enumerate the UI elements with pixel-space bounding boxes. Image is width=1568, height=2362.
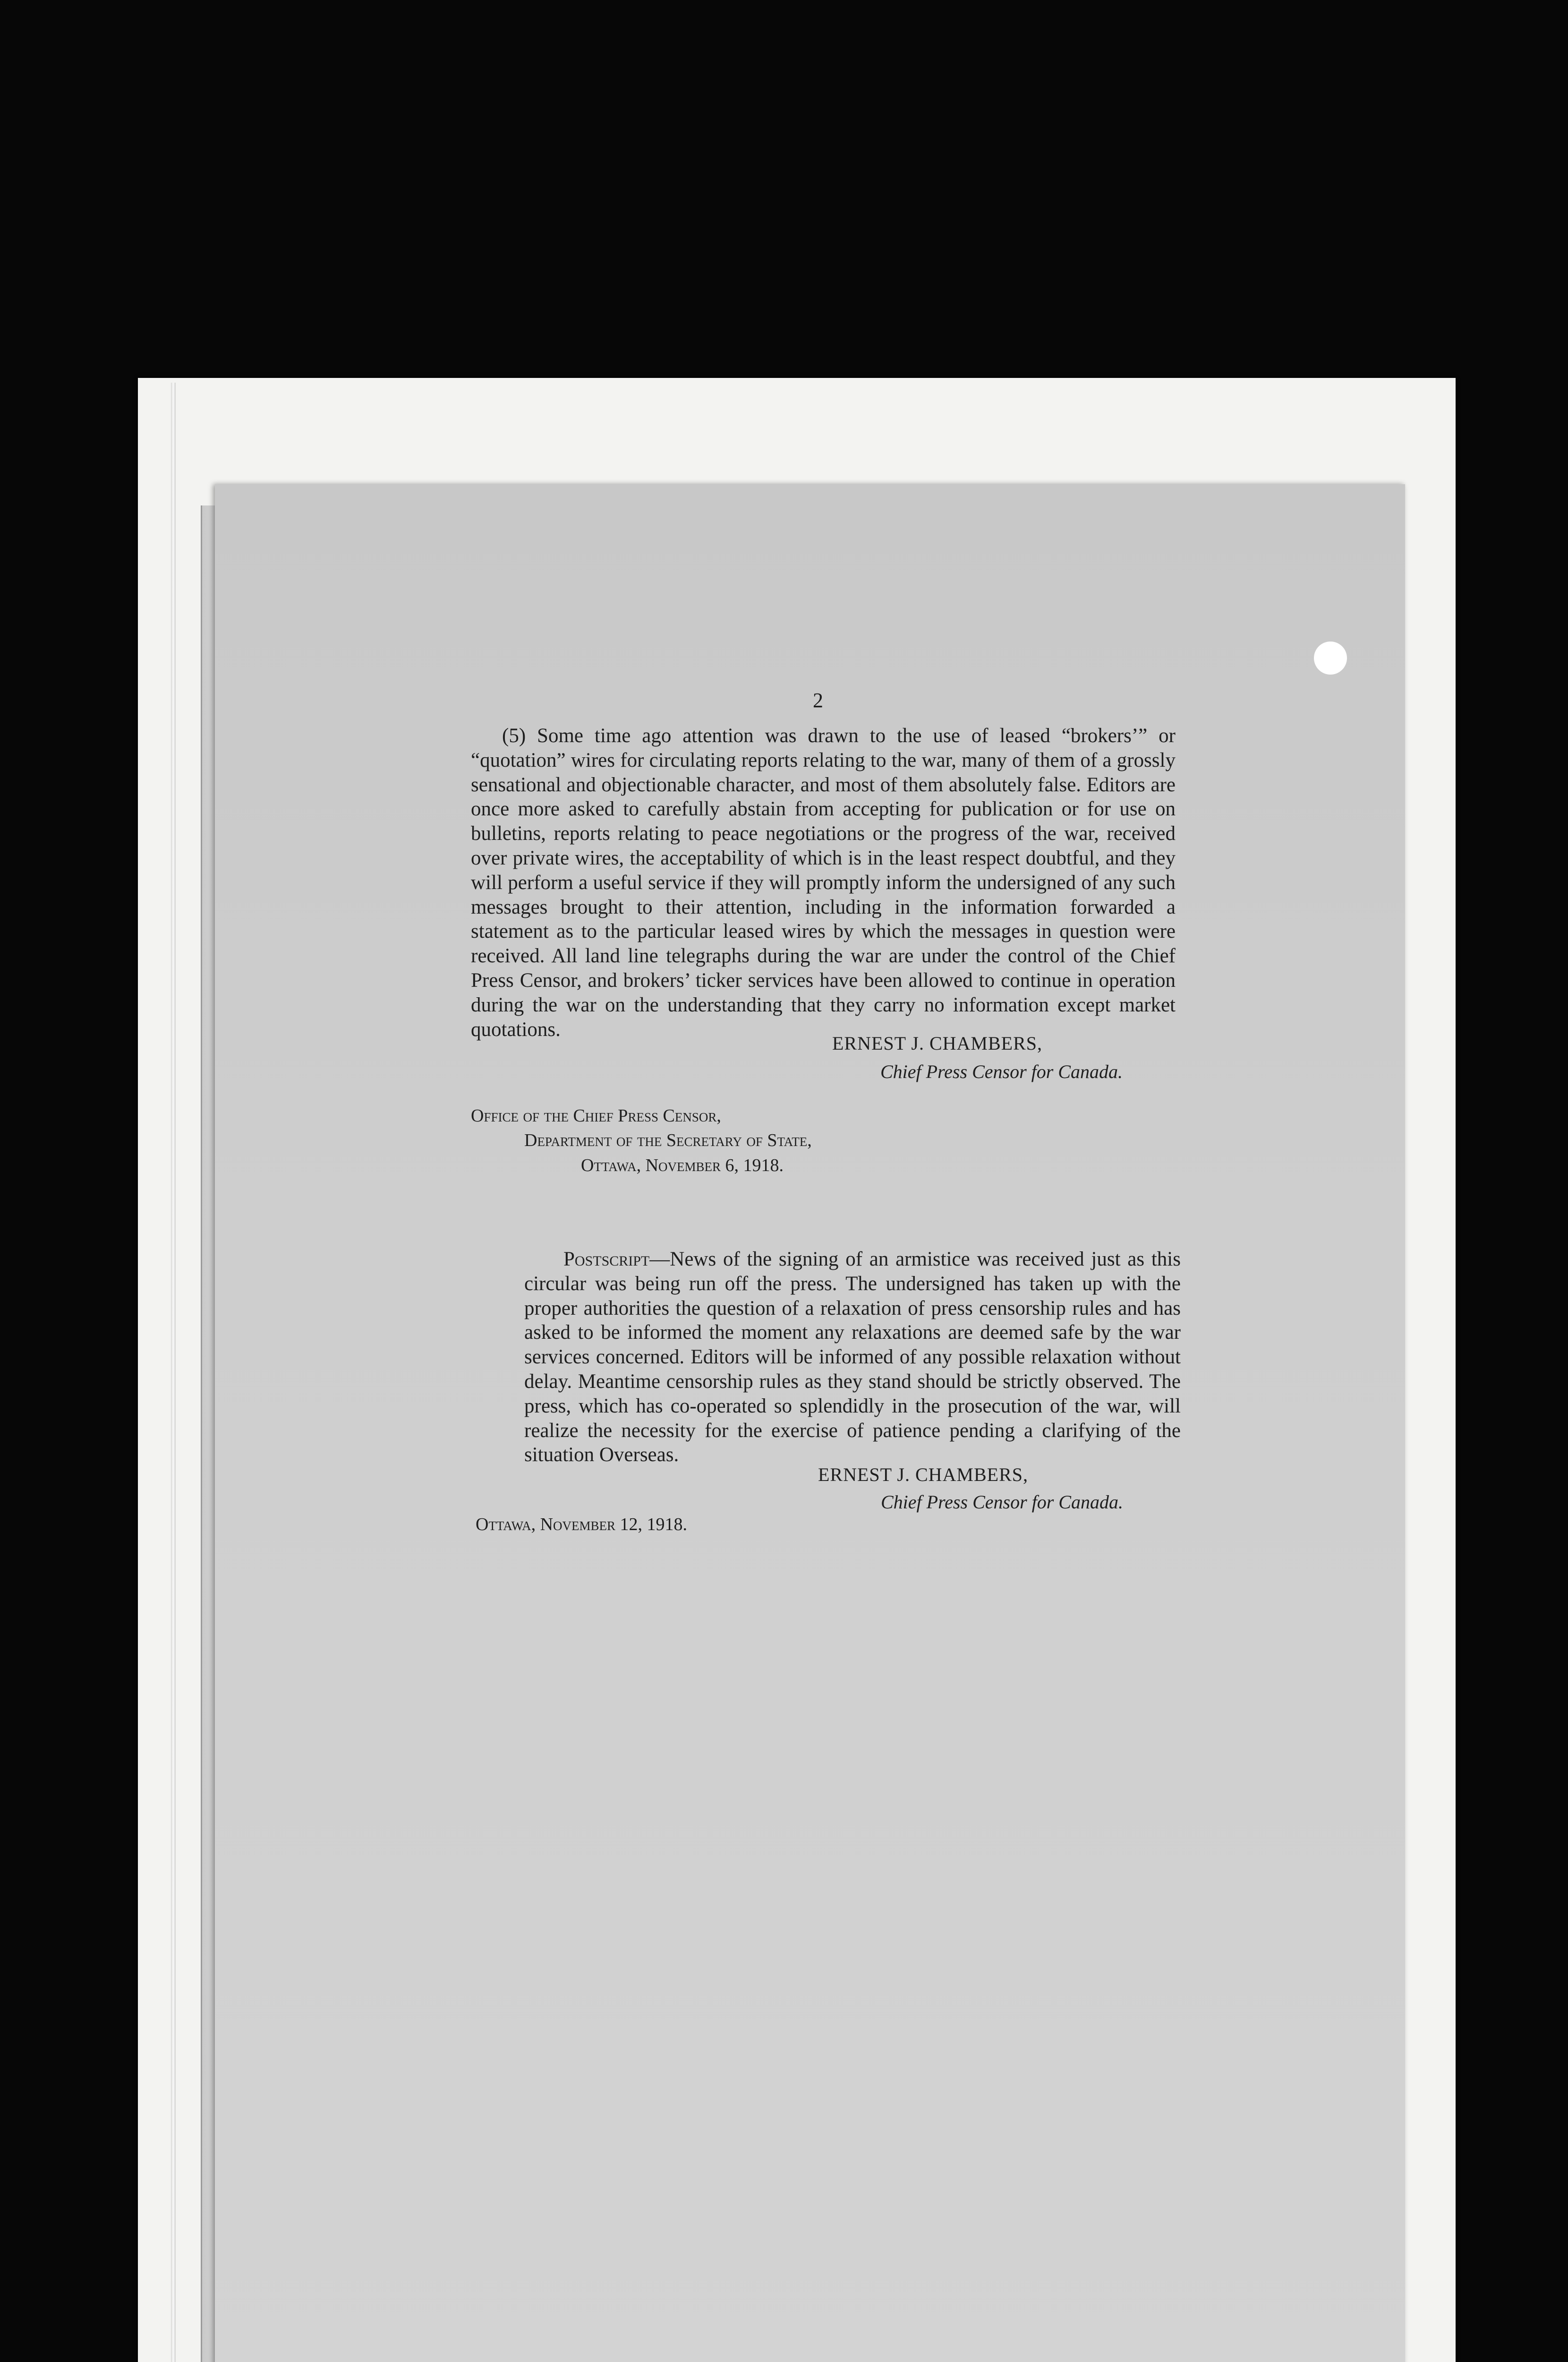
page-number: 2 bbox=[813, 689, 823, 712]
signature-1-title: Chief Press Censor for Canada. bbox=[880, 1061, 1123, 1082]
signature-2-title: Chief Press Censor for Canada. bbox=[881, 1491, 1123, 1513]
postscript-paragraph bbox=[524, 1247, 1181, 1467]
paragraph-5: (5) Some time ago attention was drawn to the use of leased “brokers’” or “quotation” wires for circulating reports relating to the war, many of them of a grossly sensational and objectionable character, and most of them absolutely false. Editors are once more asked to carefully abstain from accepting for publication or for use on bulletins, reports relating to peace negotiations or the progress of the war, received over private wires, the acceptability of which is in the least respect doubtful, and they will perform a useful service if they will promptly inform the undersigned of any such messages brought to their attention, including in the information forwarded a statement as to the particular leased wires by which the messages in question were received. All land line telegraphs during the war are under the control of the Chief Press Censor, and brokers’ ticker services have been allowed to continue in operation during the war on the understanding that they carry no information except market quotations. bbox=[471, 725, 1176, 1041]
signature-1-name: ERNEST J. CHAMBERS, bbox=[832, 1033, 1043, 1054]
mount-fold bbox=[171, 383, 176, 2362]
punch-hole bbox=[1314, 642, 1347, 675]
office-line-1: Office of the Chief Press Censor, bbox=[471, 1106, 721, 1126]
signature-2-name: ERNEST J. CHAMBERS, bbox=[818, 1464, 1029, 1485]
postscript-label: Postscript bbox=[563, 1248, 650, 1270]
postscript-text: —News of the signing of an armistice was received just as this circular was being run off the press. The undersigned has taken up with the proper authorities the question of a relaxation of press censorship rules and has asked to be informed the moment any relaxations are deemed safe by the war services concerned. Editors will be informed of any possible relaxation without delay. Meantime censorship rules as they stand should be strictly observed. The press, which has co-operated so splendidly in the prosecution of the war, will realize the necessity for the exercise of patience pending a clarifying of the situation Overseas. bbox=[524, 1248, 1181, 1466]
date-line: Ottawa, November 12, 1918. bbox=[476, 1515, 688, 1534]
office-line-3: Ottawa, November 6, 1918. bbox=[581, 1155, 784, 1175]
office-line-2: Department of the Secretary of State, bbox=[524, 1130, 812, 1150]
